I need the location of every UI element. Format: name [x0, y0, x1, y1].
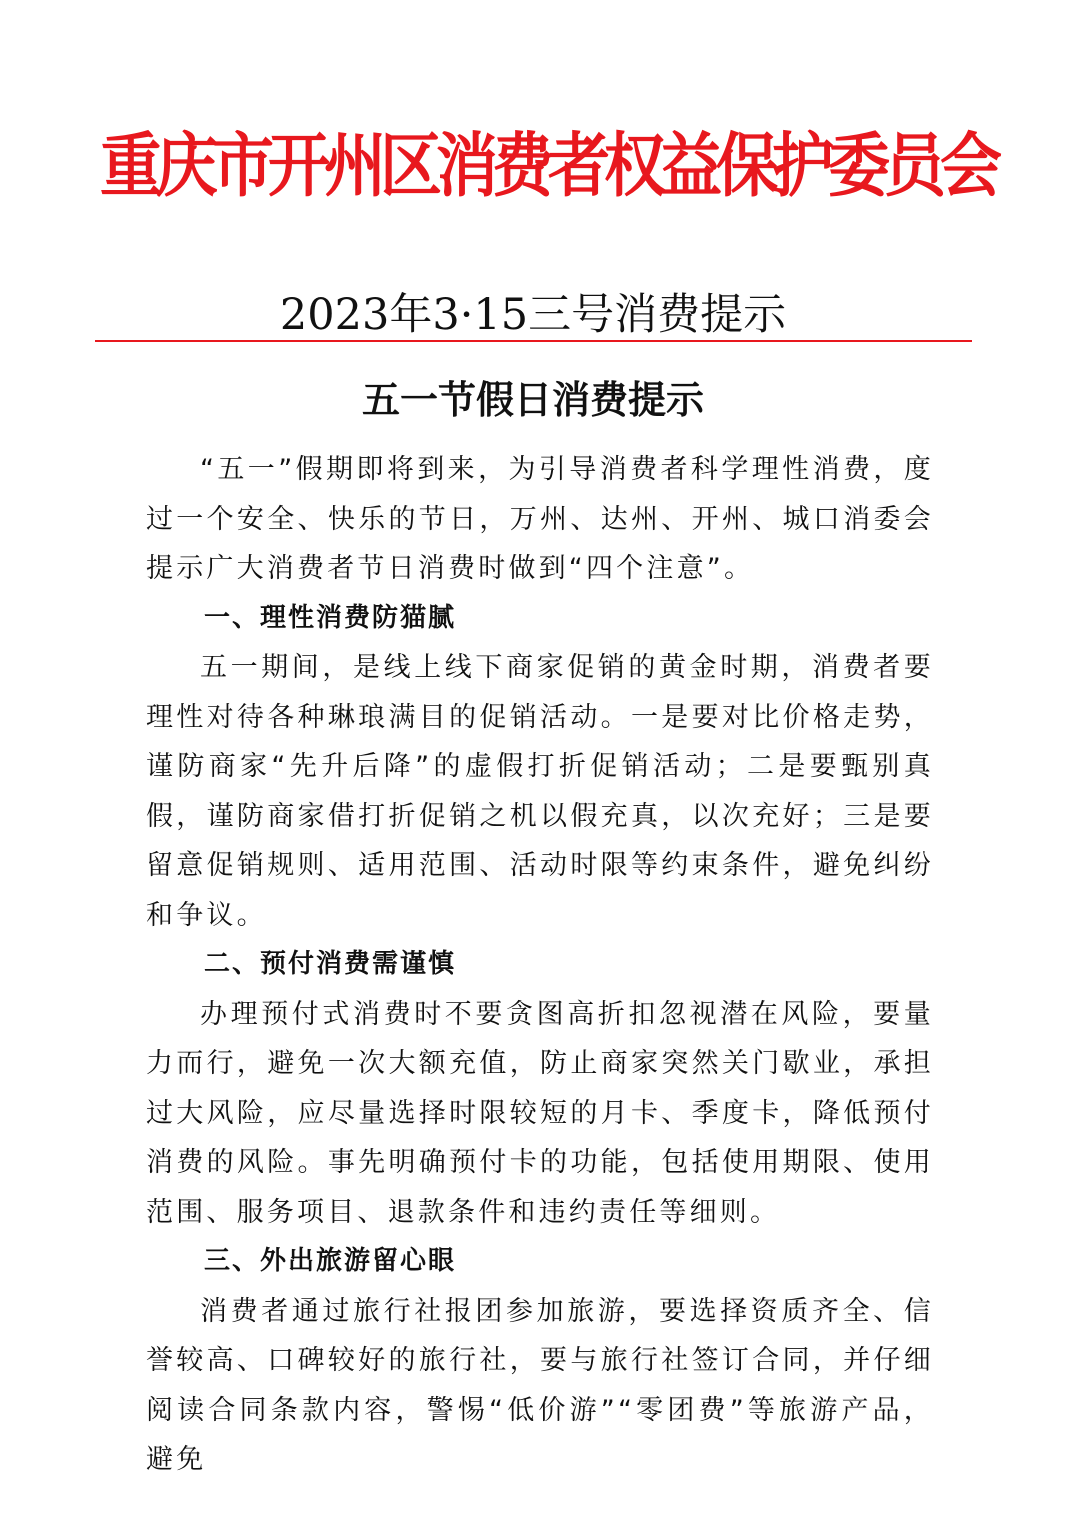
- intro-paragraph: “五一”假期即将到来，为引导消费者科学理性消费，度过一个安全、快乐的节日，万州、达州、开州、城口消委会提示广大消费者节日消费时做到“四个注意”。: [146, 454, 934, 584]
- document-title: 五一节假日消费提示: [361, 377, 704, 422]
- red-divider-line: [95, 340, 972, 342]
- section-text-travel: 消费者通过旅行社报团参加旅游，要选择资质齐全、信誉较高、口碑较好的旅行社，要与旅行社签订合同，并仔细阅读合同条款内容，警惕“低价游”“零团费”等旅游产品，避免: [146, 1295, 934, 1475]
- section-text-prepaid-consumption: 办理预付式消费时不要贪图高折扣忽视潜在风险，要量力而行，避免一次大额充值，防止商家突然关门歇业，承担过大风险，应尽量选择时限较短的月卡、季度卡，降低预付消费的风险。事先明确预付卡的功能，包括使用期限、使用范围、服务项目、退款条件和违约责任等细则。: [146, 998, 934, 1228]
- document-number: 2023年3·15三号消费提示: [279, 290, 787, 340]
- section-heading-prepaid-consumption: 二、预付消费需谨慎: [204, 949, 457, 979]
- document-body: [146, 445, 934, 1485]
- section-text-rational-consumption: 五一期间，是线上线下商家促销的黄金时期，消费者要理性对待各种琳琅满目的促销活动。一是要对比价格走势，谨防商家“先升后降”的虚假打折促销活动；二是要甄别真假，谨防商家借打折促销之机以假充真，以次充好；三是要留意促销规则、适用范围、活动时限等约束条件，避免纠纷和争议。: [146, 652, 934, 931]
- section-heading-rational-consumption: 一、理性消费防猫腻: [204, 602, 457, 633]
- section-heading-travel: 三、外出旅游留心眼: [204, 1246, 457, 1276]
- organization-masthead: 重庆市开州区消费者权益保护委员会: [100, 124, 997, 207]
